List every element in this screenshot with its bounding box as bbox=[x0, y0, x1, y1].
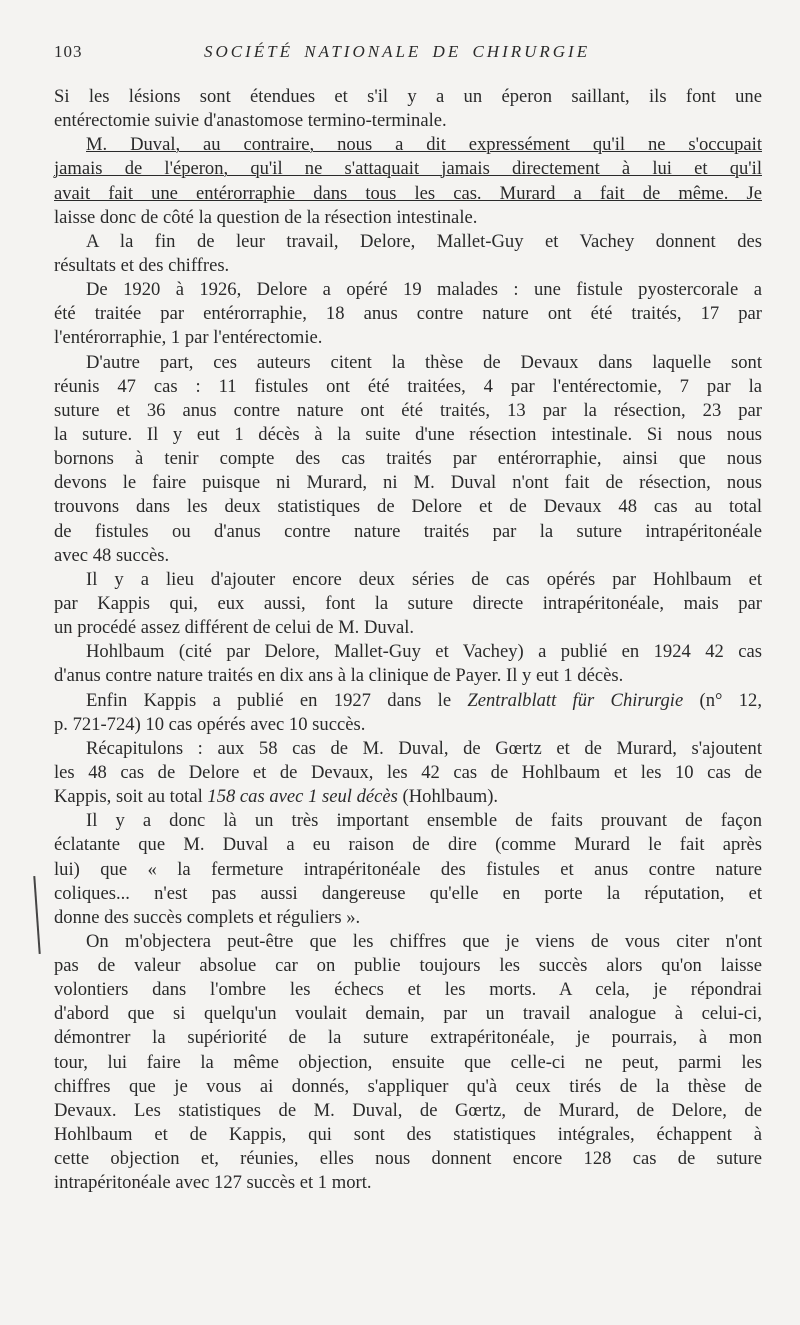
text-line: Hohlbaum (cité par Delore, Mallet-Guy et Vachey) a publié en 1924 42 cas bbox=[86, 641, 762, 663]
body-text bbox=[54, 85, 762, 1195]
text-line: p. 721-724) 10 cas opérés avec 10 succès. bbox=[54, 713, 366, 735]
text-line: Enfin Kappis a publié en 1927 dans le Zentralblatt für Chirurgie (n° 12, bbox=[86, 689, 762, 711]
text-line: coliques... n'est pas aussi dangereuse qu'elle en porte la réputation, et bbox=[54, 882, 762, 904]
text-line: devons le faire puisque ni Murard, ni M. Duval n'ont fait de résection, nous bbox=[54, 472, 762, 494]
text-line: M. Duval, au contraire, nous a dit expressément qu'il ne s'occupait bbox=[86, 134, 762, 156]
text-line: chiffres que je vous ai donnés, s'appliquer qu'à ceux tirés de la thèse de bbox=[54, 1075, 762, 1097]
text-line: Kappis, soit au total 158 cas avec 1 seul décès (Hohlbaum). bbox=[54, 786, 499, 808]
text-line: d'anus contre nature traités en dix ans à la clinique de Payer. Il y eut 1 décès. bbox=[54, 665, 624, 687]
page-number: 103 bbox=[54, 42, 83, 61]
text-line: On m'objectera peut-être que les chiffres que je viens de vous citer n'ont bbox=[86, 930, 762, 952]
text-line: intrapéritonéale avec 127 succès et 1 mort. bbox=[54, 1172, 372, 1194]
text-line: réunis 47 cas : 11 fistules ont été traitées, 4 par l'entérectomie, 7 par la bbox=[54, 375, 762, 397]
text-line: donne des succès complets et réguliers ». bbox=[54, 906, 361, 928]
text-line: D'autre part, ces auteurs citent la thèse de Devaux dans laquelle sont bbox=[86, 351, 762, 373]
text-line: Si les lésions sont étendues et s'il y a un éperon saillant, ils font une bbox=[54, 86, 762, 107]
text-line: de fistules ou d'anus contre nature traités par la suture intrapéritonéale bbox=[54, 520, 762, 542]
text-line: les 48 cas de Delore et de Devaux, les 42 cas de Hohlbaum et les 10 cas de bbox=[54, 761, 762, 783]
text-line: tour, lui faire la même objection, ensuite que celle-ci ne peut, parmi les bbox=[54, 1051, 762, 1073]
text-line: avec 48 succès. bbox=[54, 544, 170, 566]
text-line: trouvons dans les deux statistiques de Delore et de Devaux 48 cas au total bbox=[54, 496, 762, 518]
text-line: suture et 36 anus contre nature ont été traités, 13 par la résection, 23 par bbox=[54, 399, 762, 421]
text-line: pas de valeur absolue car on publie toujours les succès alors qu'on laisse bbox=[54, 955, 762, 977]
margin-mark bbox=[33, 876, 40, 954]
text-line: la suture. Il y eut 1 décès à la suite d'une résection intestinale. Si nous nous bbox=[54, 423, 762, 445]
text-line: d'abord que si quelqu'un voulait demain, par un travail analogue à celui-ci, bbox=[54, 1003, 762, 1025]
text-line: De 1920 à 1926, Delore a opéré 19 malades : une fistule pyostercorale a bbox=[86, 279, 762, 301]
text-line: avait fait une entérorraphie dans tous les cas. Murard a fait de même. Je bbox=[54, 182, 762, 204]
text-line: résultats et des chiffres. bbox=[54, 254, 230, 276]
text-line: éclatante que M. Duval a eu raison de dire (comme Murard le fait après bbox=[54, 834, 762, 856]
text-line: démontrer la supériorité de la suture extrapéritonéale, je pourrais, à mon bbox=[54, 1027, 762, 1049]
text-line: Hohlbaum et de Kappis, qui sont des statistiques intégrales, échappent à bbox=[54, 1124, 762, 1146]
text-line: entérectomie suivie d'anastomose termino-terminale. bbox=[54, 110, 447, 132]
text-line: Devaux. Les statistiques de M. Duval, de Gœrtz, de Murard, de Delore, de bbox=[54, 1099, 762, 1121]
text-line: lui) que « la fermeture intrapéritonéale des fistules et anus contre nature bbox=[54, 858, 762, 880]
text-line: Il y a lieu d'ajouter encore deux séries de cas opérés par Hohlbaum et bbox=[86, 568, 762, 590]
text-line: volontiers dans l'ombre les échecs et les morts. A cela, je répondrai bbox=[54, 979, 762, 1001]
text-line: par Kappis qui, eux aussi, font la suture directe intrapéritonéale, mais par bbox=[54, 592, 762, 614]
text-line: laisse donc de côté la question de la résection intestinale. bbox=[54, 206, 478, 228]
page-header bbox=[54, 42, 766, 68]
text-line: cette objection et, réunies, elles nous donnent encore 128 cas de suture bbox=[54, 1148, 762, 1170]
text-line: un procédé assez différent de celui de M. Duval. bbox=[54, 617, 415, 639]
text-line: été traitée par entérorraphie, 18 anus contre nature ont été traités, 17 par bbox=[54, 303, 762, 325]
text-line: A la fin de leur travail, Delore, Mallet-Guy et Vachey donnent des bbox=[86, 230, 762, 252]
text-line: jamais de l'éperon, qu'il ne s'attaquait jamais directement à lui et qu'il bbox=[54, 158, 762, 180]
text-line: Récapitulons : aux 58 cas de M. Duval, de Gœrtz et de Murard, s'ajoutent bbox=[86, 737, 762, 759]
text-line: bornons à tenir compte des cas traités par entérorraphie, ainsi que nous bbox=[54, 448, 762, 470]
text-line: Il y a donc là un très important ensemble de faits prouvant de façon bbox=[86, 810, 762, 832]
text-line: l'entérorraphie, 1 par l'entérectomie. bbox=[54, 327, 323, 349]
running-title: SOCIÉTÉ NATIONALE DE CHIRURGIE bbox=[204, 42, 591, 61]
